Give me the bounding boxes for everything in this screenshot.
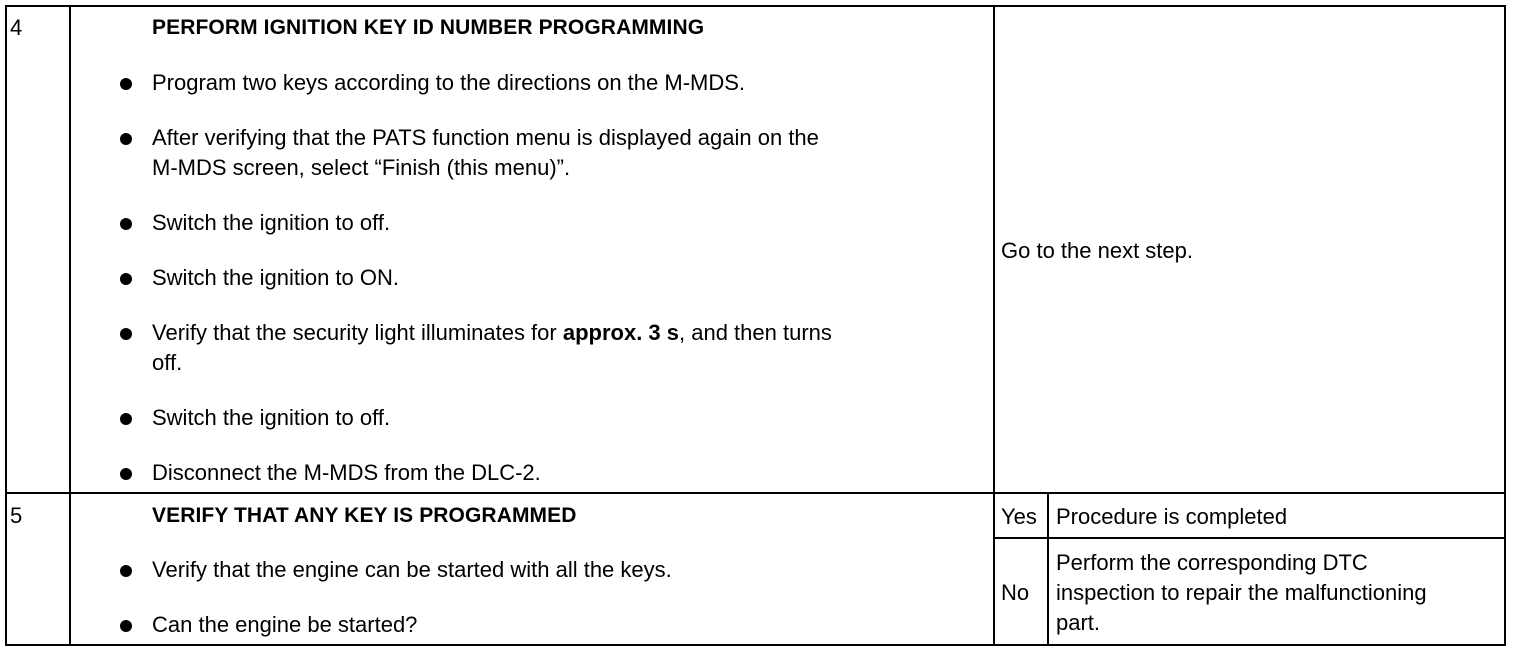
step-heading: PERFORM IGNITION KEY ID NUMBER PROGRAMMING [152, 16, 705, 39]
list-item: Switch the ignition to off. [152, 405, 391, 430]
step-number: 5 [10, 503, 23, 528]
bullet-icon [120, 565, 132, 577]
row-divider [5, 492, 1506, 494]
column-divider-yes-no [1047, 493, 1049, 646]
step-heading: VERIFY THAT ANY KEY IS PROGRAMMED [152, 504, 577, 527]
no-action-line: inspection to repair the malfunctioning [1056, 580, 1427, 605]
table-border-bottom [5, 644, 1506, 646]
step-number: 4 [10, 15, 23, 40]
list-item-line: M-MDS screen, select “Finish (this menu)”. [152, 155, 571, 180]
list-item: Switch the ignition to ON. [152, 265, 400, 290]
bullet-icon [120, 218, 132, 230]
table-border-left [5, 5, 7, 646]
action-text: Go to the next step. [1001, 238, 1194, 263]
list-item-line: off. [152, 350, 183, 375]
no-action [1056, 548, 1496, 638]
list-item: Disconnect the M-MDS from the DLC-2. [152, 460, 541, 485]
no-label: No [1001, 580, 1030, 605]
bullet-icon [120, 328, 132, 340]
no-action-line: Perform the corresponding DTC [1056, 550, 1368, 575]
bullet-icon [120, 133, 132, 145]
bullet-icon [120, 413, 132, 425]
yes-action: Procedure is completed [1056, 504, 1288, 529]
yes-no-divider [993, 537, 1506, 539]
table-border-right [1504, 5, 1506, 646]
bullet-icon [120, 468, 132, 480]
bullet-icon [120, 620, 132, 632]
column-divider-action [993, 5, 995, 646]
column-divider-step [69, 5, 71, 646]
list-item-line: After verifying that the PATS function menu is displayed again on the [152, 125, 819, 150]
emphasis-value: approx. 3 s [562, 320, 680, 345]
list-item: Verify that the engine can be started with all the keys. [152, 557, 672, 582]
list-item [152, 123, 952, 183]
bullet-icon [120, 78, 132, 90]
yes-label: Yes [1001, 504, 1037, 529]
list-item [152, 318, 952, 378]
no-action-line: part. [1056, 610, 1101, 635]
list-item: Program two keys according to the directions on the M-MDS. [152, 70, 746, 95]
list-item-text: Verify that the security light illuminates for [152, 320, 563, 345]
list-item: Switch the ignition to off. [152, 210, 391, 235]
list-item-text: , and then turns [679, 320, 832, 345]
table-border-top [5, 5, 1506, 7]
list-item: Can the engine be started? [152, 612, 418, 637]
bullet-icon [120, 273, 132, 285]
